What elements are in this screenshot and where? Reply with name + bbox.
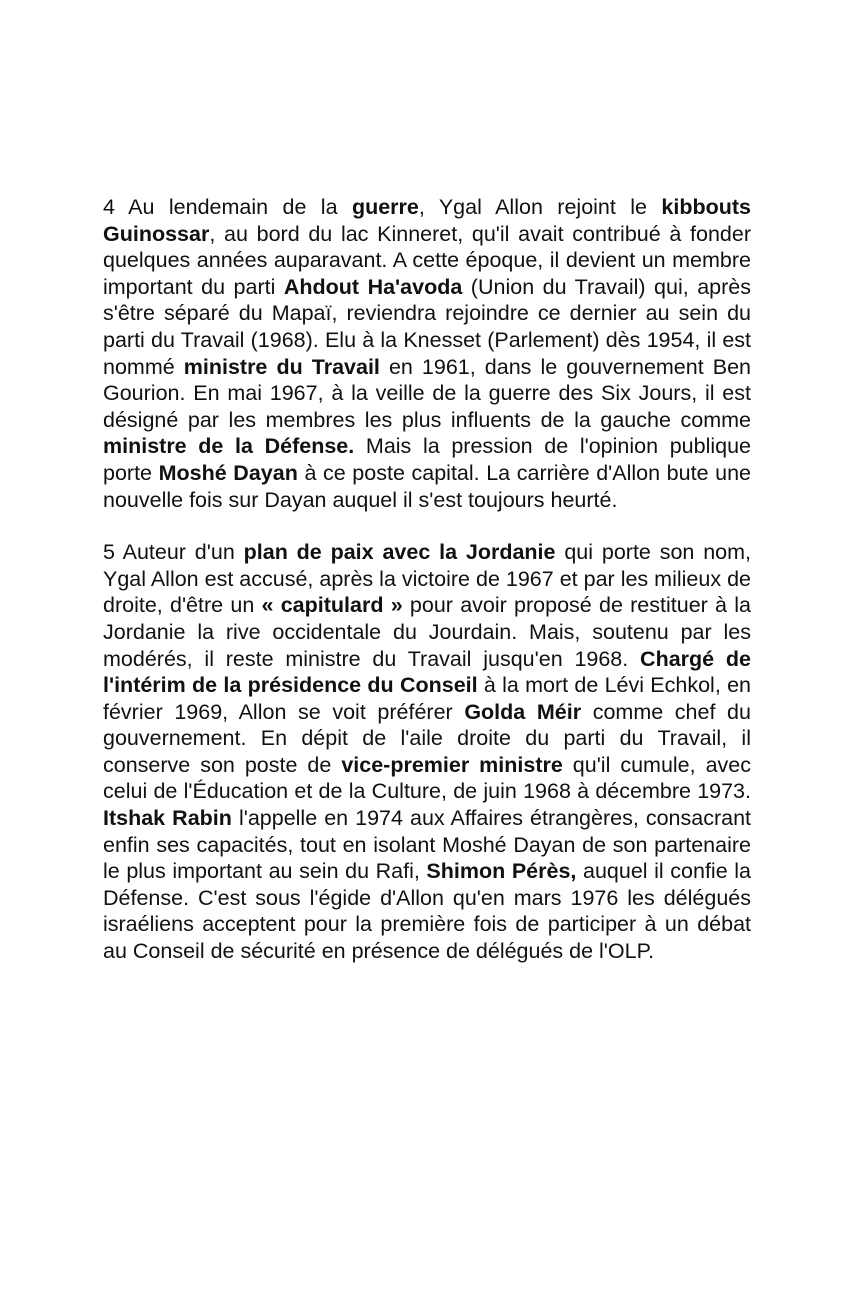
text-segment: , au bord du lac Kinneret, qu'il avait contribué à fonder quelques années auparavant. A cette époque, il devient un membre important du parti xyxy=(103,221,751,299)
text-segment: pour avoir proposé de restituer à la Jordanie la rive occidentale du Jourdain. Mais, soutenu par les modérés, il reste ministre du Travail jusqu'en 1968. xyxy=(103,593,751,671)
paragraph-5 xyxy=(103,539,751,965)
bold-term: « capitulard » xyxy=(261,593,403,618)
text-segment: Auteur d'un xyxy=(114,540,244,565)
bold-term: guerre xyxy=(351,195,419,219)
page-body xyxy=(103,194,751,965)
bold-term: ministre de la Défense. xyxy=(103,434,355,459)
text-segment: (Union du Travail) qui, après s'être séparé du Mapaï, reviendra rejoindre ce dernier au sein du parti du Travail (1968). Elu à la Knesset (Parlement) dès 1954, il est nommé xyxy=(103,274,751,379)
bold-term: plan de paix avec la Jordanie xyxy=(243,540,556,565)
bold-term: Golda Méir xyxy=(464,699,582,724)
bold-term: ministre du Travail xyxy=(183,354,380,379)
text-segment: qui porte son nom, Ygal Allon est accusé, après la victoire de 1967 et par les milieux de droite, d'être un xyxy=(103,540,752,618)
bold-term: Itshak Rabin xyxy=(103,806,232,831)
paragraph-number: 5 xyxy=(103,540,115,565)
bold-term: Moshé Dayan xyxy=(158,460,298,485)
text-segment: Mais la pression de l'opinion publique porte xyxy=(103,434,751,485)
text-segment: auquel il confie la Défense. C'est sous l'égide d'Allon qu'en mars 1976 les délégués israéliens acceptent pour la première fois de participer à un débat au Conseil de sécurité en présence de délégués de l'OLP. xyxy=(103,859,751,964)
text-segment: qu'il cumule, avec celui de l'Éducation et de la Culture, de juin 1968 à décembre 1973. xyxy=(103,752,751,804)
bold-term: Ahdout Ha'avoda xyxy=(283,274,463,299)
text-segment: Au lendemain de la xyxy=(114,195,352,219)
text-segment: , Ygal Allon rejoint le xyxy=(418,195,662,219)
text-segment: en 1961, dans le gouvernement Ben Gourion. En mai 1967, à la veille de la guerre des Six Jours, il est désigné par les membres les plus influents de la gauche comme xyxy=(103,354,752,432)
text-segment: l'appelle en 1974 aux Affaires étrangères, consacrant enfin ses capacités, tout en isolant Moshé Dayan de son partenaire le plus important au sein du Rafi, xyxy=(103,806,752,884)
text-segment: à ce poste capital. La carrière d'Allon bute une nouvelle fois sur Dayan auquel il s'est toujours heurté. xyxy=(103,460,751,512)
paragraph-number: 4 xyxy=(103,195,115,219)
bold-term: kibbouts Guinossar xyxy=(103,195,751,246)
paragraph-4 xyxy=(103,194,751,513)
text-segment: à la mort de Lévi Echkol, en février 1969, Allon se voit préférer xyxy=(103,673,751,724)
bold-term: vice-premier ministre xyxy=(341,752,563,777)
bold-term: Chargé de l'intérim de la présidence du Conseil xyxy=(103,646,752,698)
bold-term: Shimon Pérès, xyxy=(426,859,577,884)
text-segment: comme chef du gouvernement. En dépit de l'aile droite du parti du Travail, il conserve son poste de xyxy=(103,699,751,777)
